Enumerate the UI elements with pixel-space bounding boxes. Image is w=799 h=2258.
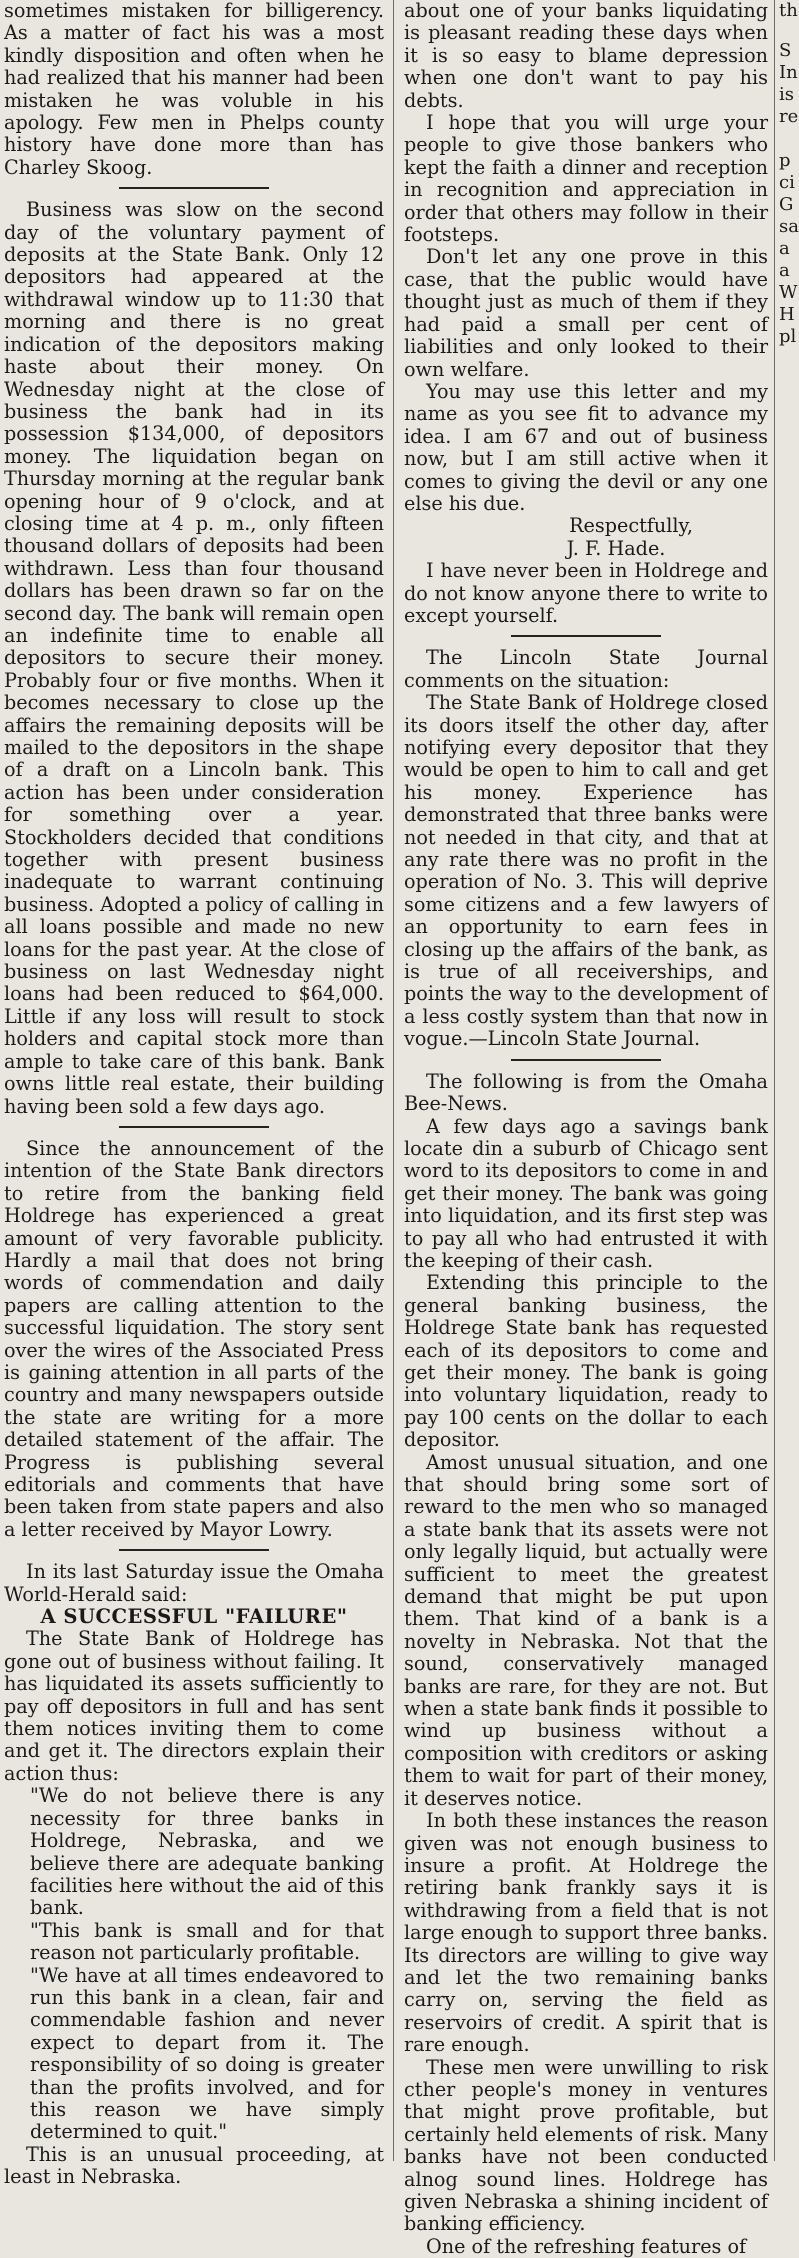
article-paragraph: A few days ago a savings bank locate din a suburb of Chicago sent word to its depositors to come in and get their money. The bank was going into liquidation, and its first step was to pay all who had entrusted it with the keeping of their cash. xyxy=(404,1114,768,1272)
right-edge-fragment: re xyxy=(779,106,799,127)
middle-column xyxy=(394,0,774,2258)
article-paragraph: The State Bank of Holdrege closed its doors itself the other day, after notifying every depositor that they would be open to him to call and get his money. Experience has demonstrated that three banks were not needed in that city, and that at any rate there was no profit in the operation of No. 3. This will deprive some citizens and a few lawyers of an opportunity to earn fees in closing up the affairs of the bank, as is true of all receiverships, and points the way to the development of a less costly system than that now in vogue.—Lincoln State Journal. xyxy=(404,691,768,1051)
quote-paragraph: "This bank is small and for that reason not particularly profitable. xyxy=(30,1918,384,1965)
headline: A SUCCESSFUL "FAILURE" xyxy=(40,1605,348,1629)
article-paragraph: These men were unwilling to risk cther people's money in ventures that might prove profitable, but certainly held elements of risk. Many banks have not been conducted alnog sound lines. Holdrege has given Nebraska a shining incident of banking efficiency. xyxy=(404,2055,768,2236)
right-edge-fragment: sa xyxy=(779,216,799,237)
article-paragraph: In both these instances the reason given was not enough business to insure a profit. At Holdrege the retiring bank frankly says it is withdrawing from a field that is not large enough to support three banks. Its directors are willing to give way and let the two remaining banks carry on, serving the field as reservoirs of credit. A spirit that is rare enough. xyxy=(404,1809,768,2057)
quote-paragraph: "We have at all times endeavored to run this bank in a clean, fair and commendable fashion and never expect to depart from it. The responsibility of so doing is greater than the profits involved, and for this reason we have simply determined to quit." xyxy=(30,1963,384,2144)
right-edge-fragment: a xyxy=(779,238,790,259)
article-paragraph: The State Bank of Holdrege has gone out of business without failing. It has liquidated its assets sufficiently to pay off depositors in full and has sent them notices inviting them to come and get it. The directors explain their action thus: xyxy=(4,1627,384,1785)
right-edge-fragment: H xyxy=(779,304,795,325)
right-edge-fragment: W xyxy=(779,282,798,303)
letter-closing: Respectfully, xyxy=(569,514,693,538)
right-edge-fragment: pl xyxy=(779,326,797,347)
separator-rule xyxy=(119,1549,269,1551)
separator-rule xyxy=(119,187,269,189)
article-paragraph: You may use this letter and my name as you see fit to advance my idea. I am 67 and out of business now, but I am still active when it comes to giving the devil or any one else his due. xyxy=(404,379,768,515)
separator-rule xyxy=(511,635,661,637)
article-paragraph: In its last Saturday issue the Omaha World-Herald said: xyxy=(4,1560,384,1606)
article-paragraph: I hope that you will urge your people to give those bankers who kept the faith a dinner and reception in recognition and appreciation in order that others may follow in their footsteps. xyxy=(404,111,768,247)
article-paragraph: sometimes mistaken for billigerency. As a matter of fact his was a most kindly disposition and often when he had realized that his manner had been mistaken he was voluble in his apology. Few men in Phelps county history have done more than has Charley Skoog. xyxy=(4,0,384,179)
article-paragraph: The following is from the Omaha Bee-News. xyxy=(404,1069,768,1116)
right-edge-fragment: a xyxy=(779,260,790,281)
article-paragraph: Amost unusual situation, and one that should bring some sort of reward to the men who so managed a state bank that its assets were not only legally liquid, but actually were sufficient to meet the greatest demand that might be put upon them. That kind of a bank is a novelty in Nebraska. Not that the sound, conservatively managed banks are rare, for they are not. But when a state bank finds it possible to wind up business without a composition with creditors or asking them to wait for part of their money, it deserves notice. xyxy=(404,1450,768,1810)
right-edge-fragment: S xyxy=(779,40,792,61)
separator-rule xyxy=(511,1059,661,1061)
left-column xyxy=(0,0,392,2189)
right-edge-fragment: G xyxy=(779,194,794,215)
article-paragraph: Don't let any one prove in this case, that the public would have thought just as much of them if they had paid a small per cent of liabilities and only looked to their own welfare. xyxy=(404,245,768,381)
column-rule xyxy=(774,0,775,2161)
article-paragraph: about one of your banks liquidating is pleasant reading these days when it is so easy to blame depression when one don't want to pay his debts. xyxy=(404,0,768,112)
right-edge-fragment: is xyxy=(779,84,794,105)
article-paragraph: One of the refreshing features of xyxy=(426,2234,747,2258)
article-paragraph: Business was slow on the second day of the voluntary payment of deposits at the State Bank. Only 12 depositors had appeared at the withdrawal window up to 11:30 that morning and there is no great indication of the depositors making haste about their money. On Wednesday night at the close of business the bank had in its possession $134,000, of depositors money. The liquidation began on Thursday morning at the regular bank opening hour of 9 o'clock, and at closing time at 4 p. m., only fifteen thousand dollars of deposits had been withdrawn. Less than four thousand dollars has been drawn so far on the second day. The bank will remain open an indefinite time to enable all depositors to secure their money. Probably four or five months. When it becomes necessary to close up the affairs the remaining deposits will be mailed to the depositors in the shape of a draft on a Lincoln bank. This action has been under consideration for something over a year. Stockholders decided that conditions together with present business inadequate to warrant continuing business. Adopted a policy of calling in all loans possible and made no new loans for the past year. At the close of business on last Wednesday night loans had been reduced to $64,000. Little if any loss will result to stock holders and capital stock more than ample to take care of this bank. Bank owns little real estate, their building having been sold a few days ago. xyxy=(4,198,384,1118)
right-edge-fragment: p xyxy=(779,150,791,171)
right-column-fragment xyxy=(776,0,799,2161)
separator-rule xyxy=(119,1126,269,1128)
letter-signature: J. F. Hade. xyxy=(566,536,666,560)
article-paragraph: Extending this principle to the general banking business, the Holdrege State bank has requested each of its depositors to come and get their money. The bank is going into voluntary liquidation, ready to pay 100 cents on the dollar to each depositor. xyxy=(404,1271,768,1452)
article-paragraph: The Lincoln State Journal comments on the situation: xyxy=(404,646,768,692)
quote-paragraph: "We do not believe there is any necessity for three banks in Holdrege, Nebraska, and we believe there are adequate banking facilities here without the aid of this bank. xyxy=(30,1784,384,1920)
article-paragraph: I have never been in Holdrege and do not know anyone there to write to except yourself. xyxy=(404,559,768,627)
right-edge-fragment: th xyxy=(779,0,798,21)
right-edge-fragment: In xyxy=(779,62,798,83)
article-paragraph: Since the announcement of the intention of the State Bank directors to retire from the banking field Holdrege has experienced a great amount of very favorable publicity. Hardly a mail that does not bring words of commendation and daily papers are calling attention to the successful liquidation. The story sent over the wires of the Associated Press is gaining attention in all parts of the country and many newspapers outside the state are writing for a more detailed statement of the affair. The Progress is publishing several editorials and comments that have been taken from state papers and also a letter received by Mayor Lowry. xyxy=(4,1136,384,1541)
article-paragraph: This is an unusual proceeding, at least in Nebraska. xyxy=(4,2142,384,2189)
right-edge-fragment: ci xyxy=(779,172,795,193)
